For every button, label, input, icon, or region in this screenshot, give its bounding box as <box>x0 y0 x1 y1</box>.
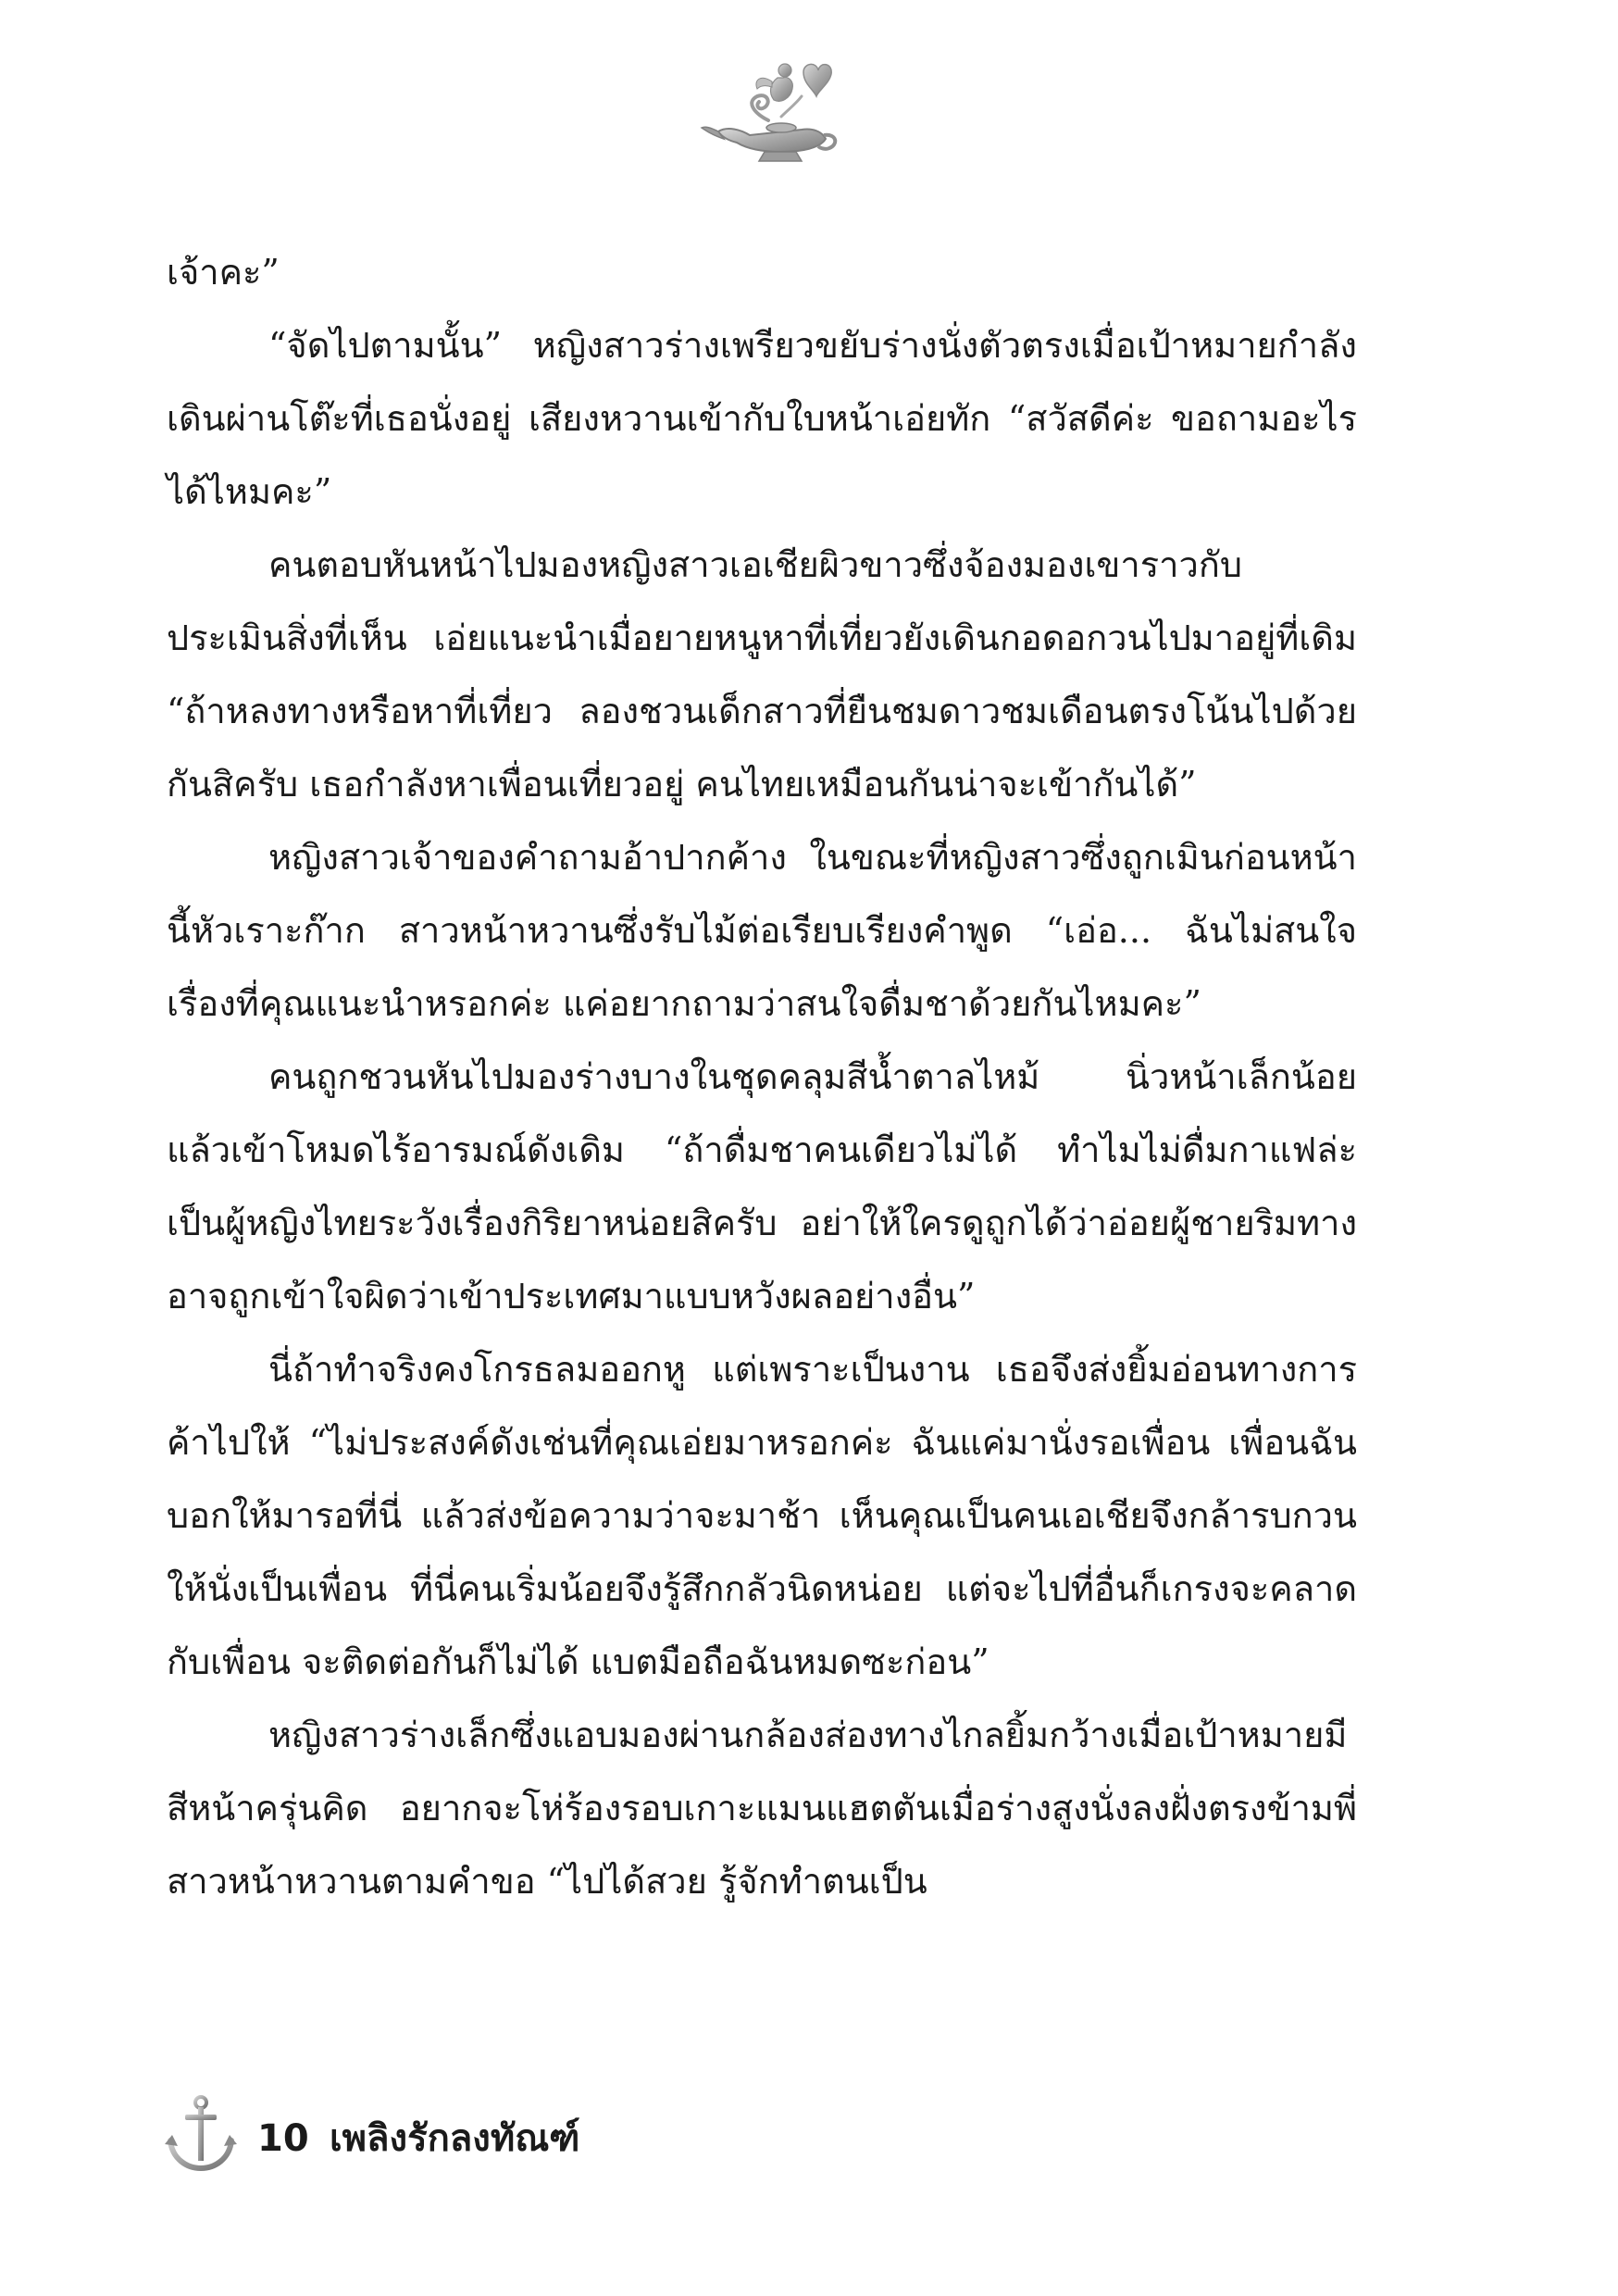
paragraph: หญิงสาวร่างเล็กซึ่งแอบมองผ่านกล้องส่องทางไกลยิ้มกว้างเมื่อเป้าหมายมีสีหน้าครุ่นคิด อยากจะโห่ร้องรอบเกาะแมนแฮตตันเมื่อร่างสูงนั่งลงฝั่งตรงข้ามพี่สาวหน้าหวานตามคำขอ “ไปได้สวย รู้จักทำตนเป็น <box>167 1715 1357 1902</box>
paragraph: คนตอบหันหน้าไปมองหญิงสาวเอเชียผิวขาวซึ่งจ้องมองเขาราวกับประเมินสิ่งที่เห็น เอ่ยแนะนำเมื่อยายหนูหาที่เที่ยวยังเดินกอดอกวนไปมาอยู่ที่เดิม “ถ้าหลงทางหรือหาที่เที่ยว ลองชวนเด็กสาวที่ยืนชมดาวชมเดือนตรงโน้นไปด้วยกันสิครับ เธอกำลังหาเพื่อนเที่ยวอยู่ คนไทยเหมือนกันน่าจะเข้ากันได้” <box>167 544 1357 805</box>
anchor-icon <box>165 2094 237 2174</box>
paragraph: หญิงสาวเจ้าของคำถามอ้าปากค้าง ในขณะที่หญิงสาวซึ่งถูกเมินก่อนหน้านี้หัวเราะก๊าก สาวหน้าหวานซึ่งรับไม้ต่อเรียบเรียงคำพูด “เอ่อ... ฉันไม่สนใจเรื่องที่คุณแนะนำหรอกค่ะ แค่อยากถามว่าสนใจดื่มชาด้วยกันไหมคะ” <box>167 837 1357 1024</box>
paragraph: คนถูกชวนหันไปมองร่างบางในชุดคลุมสีน้ำตาลไหม้ นิ่วหน้าเล็กน้อย แล้วเข้าโหมดไร้อารมณ์ดังเดิม “ถ้าดื่มชาคนเดียวไม่ได้ ทำไมไม่ดื่มกาแฟล่ะ เป็นผู้หญิงไทยระวังเรื่องกิริยาหน่อยสิครับ อย่าให้ใครดูถูกได้ว่าอ่อยผู้ชายริมทาง อาจถูกเข้าใจผิดว่าเข้าประเทศมาแบบหวังผลอย่างอื่น” <box>167 1056 1357 1316</box>
page-number: 10 <box>257 2117 309 2160</box>
paragraph: “จัดไปตามนั้น” หญิงสาวร่างเพรียวขยับร่างนั่งตัวตรงเมื่อเป้าหมายกำลังเดินผ่านโต๊ะที่เธอนั่งอยู่ เสียงหวานเข้ากับใบหน้าเอ่ยทัก “สวัสดีค่ะ ขอถามอะไรได้ไหมคะ” <box>167 325 1357 512</box>
page-footer <box>165 2094 813 2177</box>
book-title: เพลิงรักลงทัณฑ์ <box>330 2117 580 2160</box>
paragraph: นี่ถ้าทำจริงคงโกรธลมออกหู แต่เพราะเป็นงาน เธอจึงส่งยิ้มอ่อนทางการค้าไปให้ “ไม่ประสงค์ดังเช่นที่คุณเอ่ยมาหรอกค่ะ ฉันแค่มานั่งรอเพื่อน เพื่อนฉันบอกให้มารอที่นี่ แล้วส่งข้อความว่าจะมาช้า เห็นคุณเป็นคนเอเชียจึงกล้ารบกวนให้นั่งเป็นเพื่อน ที่นี่คนเริ่มน้อยจึงรู้สึกกลัวนิดหน่อย แต่จะไปที่อื่นก็เกรงจะคลาดกับเพื่อน จะติดต่อกันก็ไม่ได้ แบตมือถือฉันหมดซะก่อน” <box>167 1349 1357 1682</box>
magic-lamp-icon <box>700 56 839 167</box>
body-text <box>167 236 1357 1918</box>
paragraph: เจ้าคะ” <box>167 252 280 293</box>
